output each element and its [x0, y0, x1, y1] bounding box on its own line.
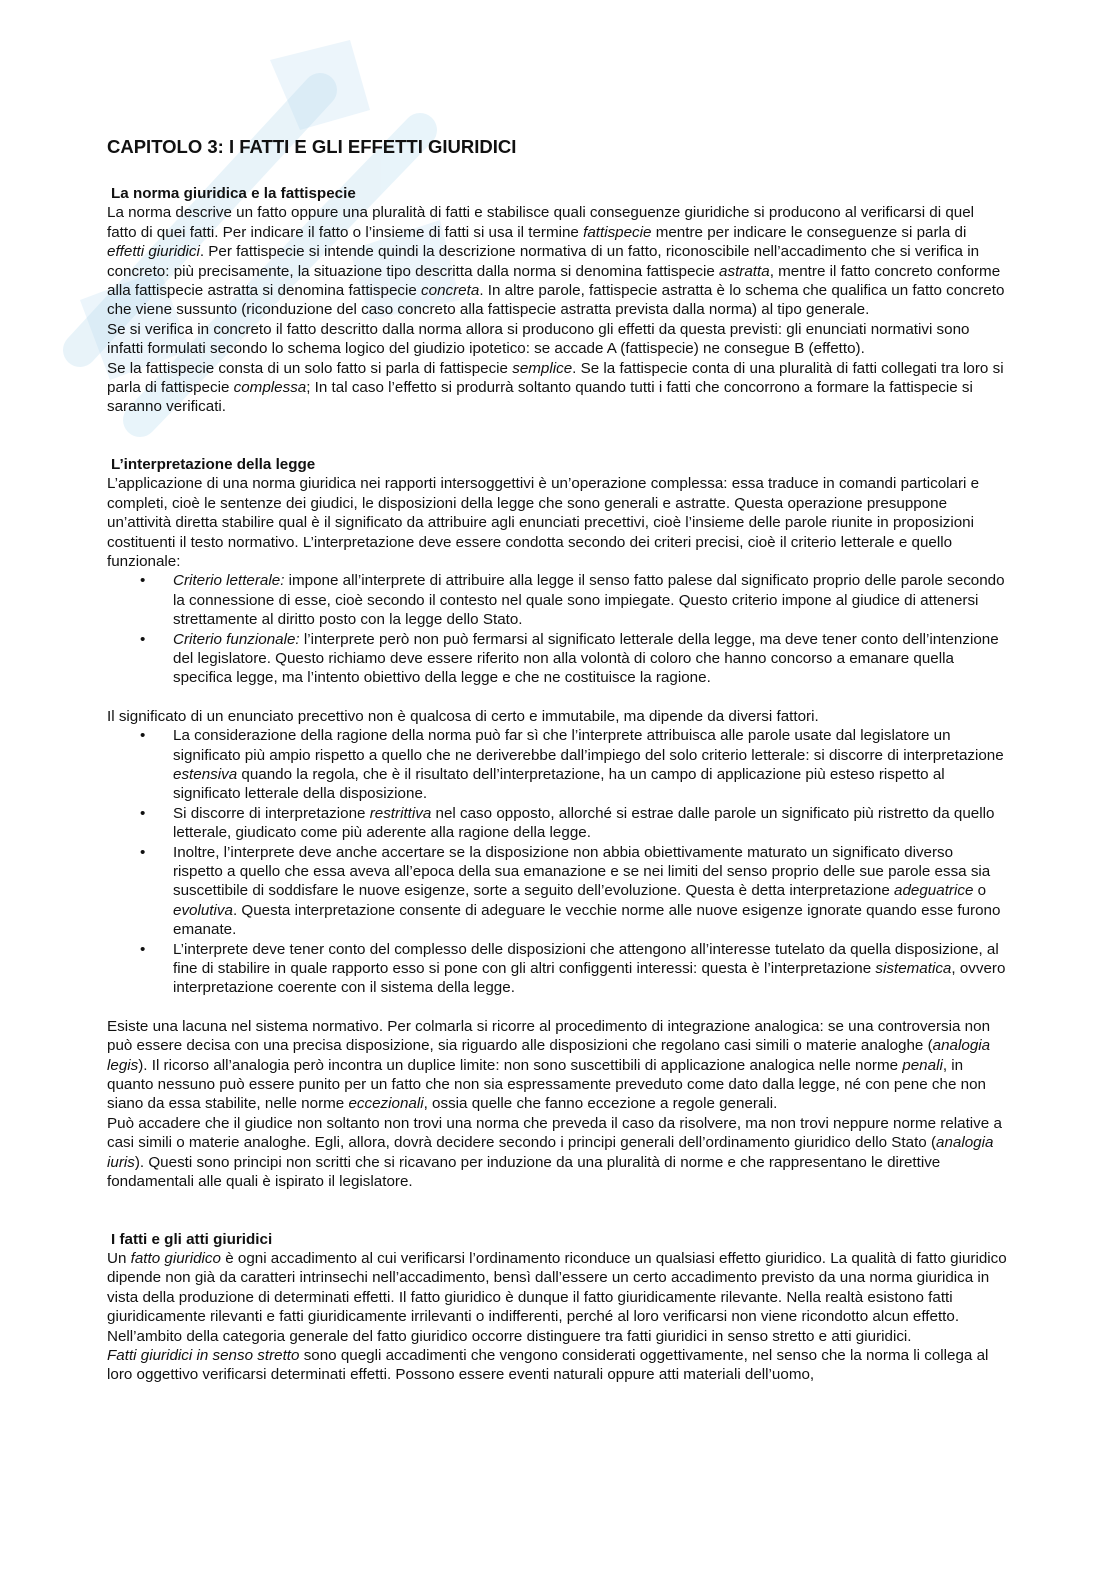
paragraph: L’applicazione di una norma giuridica nei rapporti intersoggettivi è un’operazione complessa: essa traduce in comandi particolari e completi, cioè le sentenze dei giudici, le disposizioni della legge che sono generali e astratte. Questa operazione presuppone un’attività diretta stabilire qual è il significato da attribuire agli enunciati precettivi, cioè l’insieme delle parole riunite in proposizioni costituenti il testo normativo. L’interpretazione deve essere condotta secondo dei criteri precisi, cioè il criterio letterale e quello funzionale: [107, 475, 980, 570]
factors-list [107, 726, 1007, 998]
document-page [107, 124, 1007, 1385]
criteria-list [107, 571, 1007, 687]
paragraph: Nell’ambito della categoria generale del fatto giuridico occorre distinguere tra fatti giuridici in senso stretto e atti giuridici. [107, 1327, 912, 1345]
paragraph: Il significato di un enunciato precettivo non è qualcosa di certo e immutabile, ma dipende da diversi fattori. [107, 707, 819, 725]
list-item: • Criterio funzionale: l’interprete però non può fermarsi al significato letterale della legge, ma deve tener conto dell’intenzione del legislatore. Questo richiamo deve essere riferito non alla volontà di coloro che hanno concorso a emanare quella specifica legge, ma l’intento obiettivo della legge e che ne costituisce la ragione. [107, 630, 1007, 688]
paragraph: Se si verifica in concreto il fatto descritto dalla norma allora si producono gli effetti da questa previsti: gli enunciati normativi sono infatti formulati secondo lo schema logico del giudizio ipotetico: se accade A (fattispecie) ne consegue B (effetto). [107, 320, 970, 358]
paragraph: Esiste una lacuna nel sistema normativo. Per colmarla si ricorre al procedimento di integrazione analogica: se una controversia non può essere decisa con una precisa disposizione, sia riguardo alle disposizioni che regolano casi simili o materie analoghe (analogia legis). Il ricorso all’analogia però incontra un duplice limite: non sono suscettibili di applicazione analogica nelle norme penali, in quanto nessuno può essere punito per un fatto che non sia espressamente preveduto come dato dalla legge, né con pene che non siano da essa stabilite, nelle norme eccezionali, ossia quelle che fanno eccezione a regole generali. [107, 1017, 991, 1113]
list-item: • La considerazione della ragione della norma può far sì che l’interprete attribuisca alle parole usate dal legislatore un significato più ampio rispetto a quello che ne deriverebbe dall’impiego del solo criterio letterale: si discorre di interpretazione estensiva quando la regola, che è il risultato dell’interpretazione, ha un campo di applicazione più esteso rispetto al significato letterale della disposizione. [107, 726, 1007, 804]
list-item: • L’interprete deve tener conto del complesso delle disposizioni che attengono all’interesse tutelato da quella disposizione, al fine di stabilire in quale rapporto esso si pone con gli altri configgenti interessi: questa è l’interpretazione sistematica, ovvero interpretazione coerente con il sistema della legge. [107, 940, 1007, 998]
paragraph: La norma descrive un fatto oppure una pluralità di fatti e stabilisce quali conseguenze giuridiche si producono al verificarsi di quel fatto di quei fatti. Per indicare il fatto o l’insieme di fatti si usa il termine fattispecie mentre per indicare le conseguenze si parla di effetti giuridici. Per fattispecie si intende quindi la descrizione normativa di un fatto, riconoscibile nell’accadimento che si verifica in concreto: più precisamente, la situazione tipo descritta dalla norma si denomina fattispecie astratta, mentre il fatto concreto conforme alla fattispecie astratta si denomina fattispecie concreta. In altre parole, fattispecie astratta è lo schema che qualifica un fatto concreto che viene sussunto (riconduzione del caso concreto alla fattispecie astratta prevista dalla norma) al tipo generale. [107, 204, 1005, 319]
paragraph: Fatti giuridici in senso stretto sono quegli accadimenti che vengono considerati oggettivamente, nel senso che la norma li collega al loro oggettivo verificarsi determinati effetti. Possono essere eventi naturali oppure atti materiali dell’uomo, [107, 1346, 989, 1384]
section-heading-fatti-atti: I fatti e gli atti giuridici [111, 1230, 273, 1248]
section-heading-interpretazione: L’interpretazione della legge [111, 455, 316, 473]
list-item: • Inoltre, l’interprete deve anche accertare se la disposizione non abbia obiettivamente maturato un significato diverso rispetto a quello che essa aveva all’epoca della sua emanazione e se nei limiti del senso proprio delle sue parole essa sia suscettibile di soddisfare le nuove esigenze, sorte a seguito dell’evoluzione. Questa è detta interpretazione adeguatrice o evolutiva. Questa interpretazione consente di adeguare le vecchie norme alle nuove esigenze ignorate quando esse furono emanate. [107, 843, 1007, 940]
paragraph: Se la fattispecie consta di un solo fatto si parla di fattispecie semplice. Se la fattispecie conta di una pluralità di fatti collegati tra loro si parla di fattispecie complessa; In tal caso l’effetto si produrrà soltanto quando tutti i fatti che concorrono a formare la fattispecie si saranno verificati. [107, 359, 1004, 416]
chapter-title: CAPITOLO 3: I FATTI E GLI EFFETTI GIURIDICI [107, 136, 517, 157]
section-heading-fattispecie: La norma giuridica e la fattispecie [111, 185, 356, 202]
paragraph: Un fatto giuridico è ogni accadimento al cui verificarsi l’ordinamento riconduce un qualsiasi effetto giuridico. La qualità di fatto giuridico dipende non già da caratteri intrinsechi nell’accadimento, bensì dall’essere un certo accadimento previsto da una norma giuridica in vista della produzione di determinati effetti. Il fatto giuridico è dunque il fatto giuridicamente rilevante. Nella realtà esistono fatti giuridicamente rilevanti e fatti giuridicamente irrilevanti o indifferenti, perché al loro verificarsi non viene ricondotto alcun effetto. [107, 1249, 1007, 1326]
paragraph: Può accadere che il giudice non soltanto non trovi una norma che preveda il caso da risolvere, ma non trovi neppure norme relative a casi simili o materie analoghe. Egli, allora, dovrà decidere secondo i principi generali dell’ordinamento giuridico dello Stato (analogia iuris). Questi sono principi non scritti che si ricavano per induzione da una pluralità di norme e che rappresentano le direttive fondamentali alle quali è ispirato il legislatore. [107, 1114, 1002, 1191]
list-item: • Criterio letterale: impone all’interprete di attribuire alla legge il senso fatto palese dal significato proprio delle parole secondo la connessione di esse, cioè secondo il contesto nel quale sono impiegate. Questo criterio impone al giudice di attenersi strettamente al diritto posto con la legge dello Stato. [107, 571, 1007, 629]
list-item: • Si discorre di interpretazione restrittiva nel caso opposto, allorché si estrae dalle parole un significato più ristretto da quello letterale, giudicato come più aderente alla ragione della legge. [107, 804, 1007, 843]
